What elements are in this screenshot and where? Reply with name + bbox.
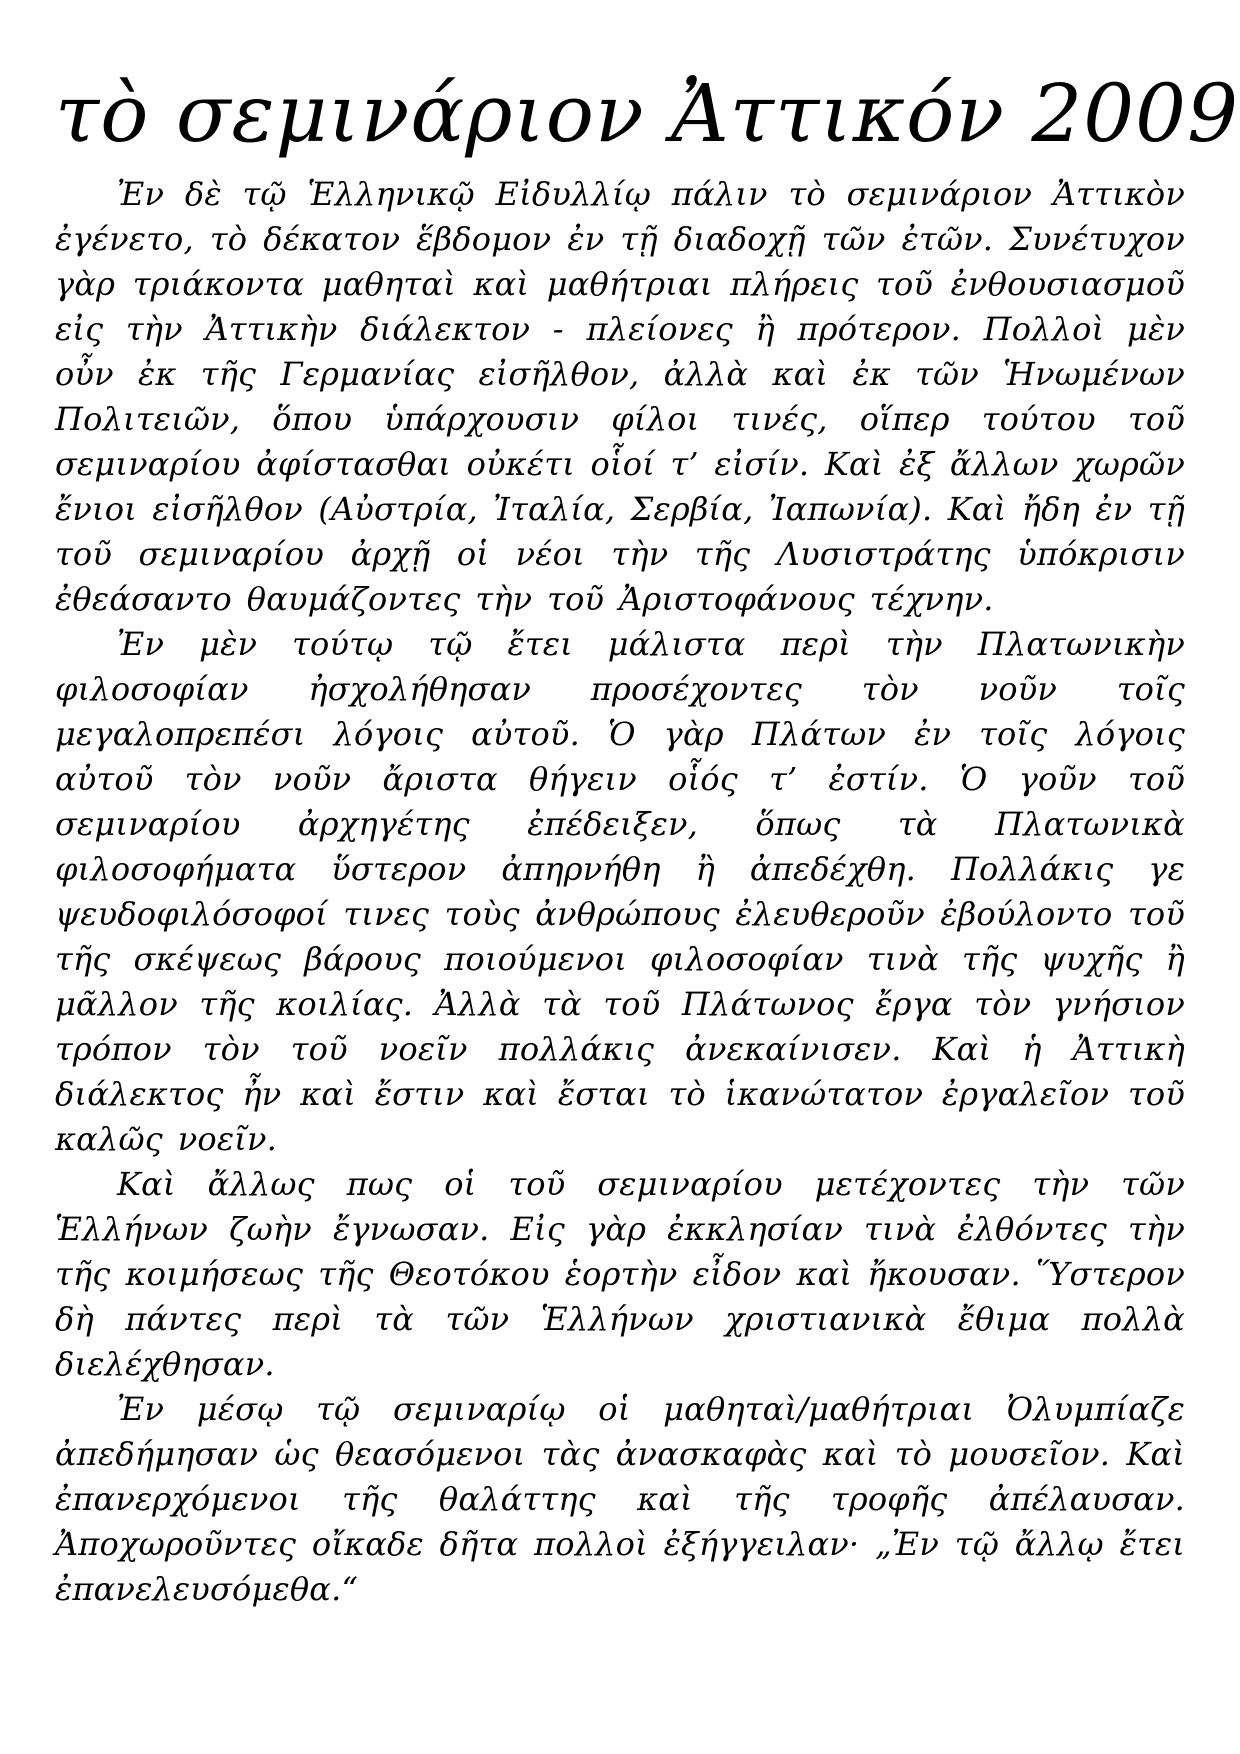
- paragraph-3: Καὶ ἄλλως πως οἱ τοῦ σεμιναρίου μετέχοντες τὴν τῶν Ἑλλήνων ζωὴν ἔγνωσαν. Εἰς γὰρ ἐκκλησίαν τινὰ ἐλθόντες τὴν τῆς κοιμήσεως τῆς Θεοτόκου ἑορτὴν εἶδον καὶ ἤκουσαν. Ὕστερον δὴ πάντες περὶ τὰ τῶν Ἑλλήνων χριστιανικὰ ἔθιμα πολλὰ διελέχθησαν.: [55, 1165, 1185, 1383]
- page-title: τὸ σεμινάριον Ἀττικόν 2009: [55, 67, 1239, 160]
- document-body: [55, 172, 1185, 1612]
- paragraph-1: Ἐν δὲ τῷ Ἑλληνικῷ Εἰδυλλίῳ πάλιν τὸ σεμινάριον Ἀττικὸν ἐγένετο, τὸ δέκατον ἕβδομον ἐν τῇ διαδοχῇ τῶν ἐτῶν. Συνέτυχον γὰρ τριάκοντα μαθηταὶ καὶ μαθήτριαι πλήρεις τοῦ ἐνθουσιασμοῦ εἰς τὴν Ἀττικὴν διάλεκτον - πλείονες ἢ πρότερον. Πολλοὶ μὲν οὖν ἐκ τῆς Γερμανίας εἰσῆλθον, ἀλλὰ καὶ ἐκ τῶν Ἡνωμένων Πολιτειῶν, ὅπου ὑπάρχουσιν φίλοι τινές, οἵπερ τούτου τοῦ σεμιναρίου ἀφίστασθαι οὐκέτι οἷοί τ’ εἰσίν. Καὶ ἐξ ἄλλων χωρῶν ἔνιοι εἰσῆλθον (Αὐστρία, Ἰταλία, Σερβία, Ἰαπωνία). Καὶ ἤδη ἐν τῇ τοῦ σεμιναρίου ἀρχῇ οἱ νέοι τὴν τῆς Λυσιστράτης ὑπόκρισιν ἐθεάσαντο θαυμάζοντες τὴν τοῦ Ἀριστοφάνους τέχνην.: [55, 175, 1185, 618]
- paragraph-2: Ἐν μὲν τούτῳ τῷ ἔτει μάλιστα περὶ τὴν Πλατωνικὴν φιλοσοφίαν ἠσχολήθησαν προσέχοντες τὸν νοῦν τοῖς μεγαλοπρεπέσι λόγοις αὐτοῦ. Ὁ γὰρ Πλάτων ἐν τοῖς λόγοις αὐτοῦ τὸν νοῦν ἄριστα θήγειν οἷός τ’ ἐστίν. Ὁ γοῦν τοῦ σεμιναρίου ἀρχηγέτης ἐπέδειξεν, ὅπως τὰ Πλατωνικὰ φιλοσοφήματα ὕστερον ἀπηρνήθη ἢ ἀπεδέχθη. Πολλάκις γε ψευδοφιλόσοφοί τινες τοὺς ἀνθρώπους ἐλευθεροῦν ἐβούλοντο τοῦ τῆς σκέψεως βάρους ποιούμενοι φιλοσοφίαν τινὰ τῆς ψυχῆς ἢ μᾶλλον τῆς κοιλίας. Ἀλλὰ τὰ τοῦ Πλάτωνος ἔργα τὸν γνήσιον τρόπον τὸν τοῦ νοεῖν πολλάκις ἀνεκαίνισεν. Καὶ ἡ Ἀττικὴ διάλεκτος ἦν καὶ ἔστιν καὶ ἔσται τὸ ἱκανώτατον ἐργαλεῖον τοῦ καλῶς νοεῖν.: [55, 625, 1185, 1158]
- paragraph-4: Ἐν μέσῳ τῷ σεμιναρίῳ οἱ μαθηταὶ/μαθήτριαι Ὀλυμπίαζε ἀπεδήμησαν ὡς θεασόμενοι τὰς ἀνασκαφὰς καὶ τὸ μουσεῖον. Καὶ ἐπανερχόμενοι τῆς θαλάττης καὶ τῆς τροφῆς ἀπέλαυσαν. Ἀποχωροῦντες οἴκαδε δῆτα πολλοὶ ἐξήγγειλαν· „Ἐν τῷ ἄλλῳ ἔτει ἐπανελευσόμεθα.“: [55, 1390, 1185, 1608]
